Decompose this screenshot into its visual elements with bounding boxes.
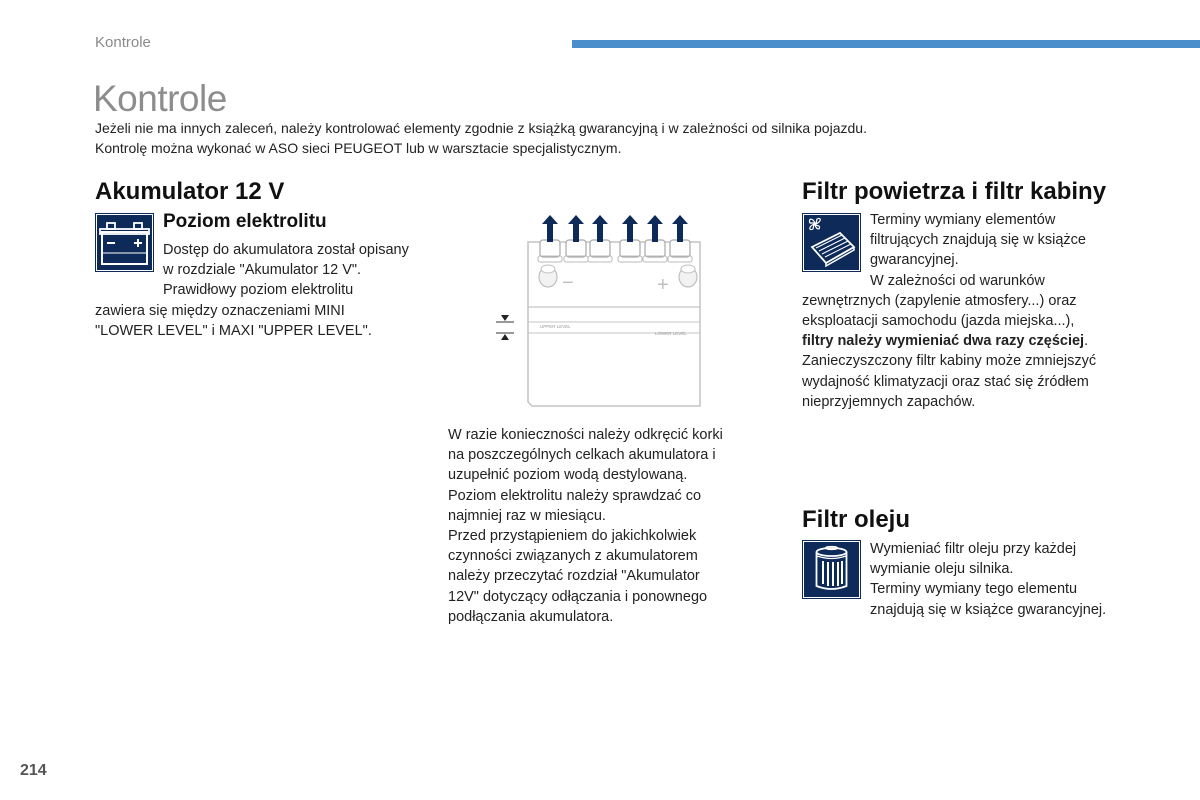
battery-heading: Akumulator 12 V (95, 178, 285, 205)
text-line: należy przeczytać rozdział "Akumulator (448, 568, 700, 585)
battery-text (95, 301, 372, 341)
text-line: "LOWER LEVEL" i MAXI "UPPER LEVEL". (95, 322, 372, 339)
text-line: W zależności od warunków (870, 272, 1045, 289)
text-line: gwarancyjnej. (870, 252, 959, 269)
text-line: filtrujących znajdują się w książce (870, 232, 1086, 249)
battery-icon (95, 213, 154, 272)
electrolyte-subheading: Poziom elektrolitu (163, 211, 327, 232)
header-accent-bar (572, 40, 1200, 48)
battery-level-illustration (490, 212, 720, 412)
text-line: Terminy wymiany elementów (870, 212, 1056, 228)
text-line: nieprzyjemnych zapachów. (802, 393, 976, 410)
battery-text-indented (163, 240, 409, 301)
text-line: Przed przystąpieniem do jakichkolwiek (448, 528, 697, 545)
text-line: zawiera się między oznaczeniami MINI (95, 302, 345, 319)
oil-filter-icon (802, 540, 861, 599)
air-filter-icon (802, 213, 861, 272)
text-line: uzupełnić poziom wodą destylowaną. (448, 467, 688, 484)
text-line: znajdują się w książce gwarancyjnej. (870, 601, 1107, 618)
emphasis-text: filtry należy wymieniać dwa razy częściej (802, 333, 1085, 350)
text-line: Prawidłowy poziom elektrolitu (163, 282, 354, 299)
text-line: eksploatacji samochodu (jazda miejska...), (802, 313, 1075, 329)
page-title: Kontrole (93, 78, 227, 119)
text-line: W razie konieczności należy odkręcić korki (448, 427, 723, 443)
battery-note (448, 425, 723, 627)
running-header: Kontrole (95, 34, 151, 51)
punctuation: . (1084, 333, 1089, 350)
lower-level-label: LOWER LEVEL (655, 331, 687, 336)
text-line: Terminy wymiany tego elementu (870, 581, 1078, 598)
text-line: podłączania akumulatora. (448, 608, 614, 625)
text-line: wymianie oleju silnika. (870, 561, 1014, 578)
oil-filter-text (870, 539, 1106, 620)
minus-sign: − (562, 272, 574, 294)
intro-paragraph (95, 118, 995, 158)
plus-sign: + (657, 274, 669, 296)
page-number: 214 (20, 762, 47, 779)
upper-level-label: UPPER LEVEL (540, 324, 571, 329)
text-line: Zanieczyszczony filtr kabiny może zmniejszyć (802, 353, 1097, 370)
text-line-bold (802, 331, 1096, 351)
text-line: najmniej raz w miesiącu. (448, 507, 606, 524)
text-line: Dostęp do akumulatora został opisany (163, 242, 409, 258)
text-line: wydajność klimatyzacji oraz stać się źródłem (802, 373, 1089, 390)
text-line: Wymieniać filtr oleju przy każdej (870, 541, 1077, 557)
air-filter-text-indented (870, 210, 1086, 291)
text-line: zewnętrznych (zapylenie atmosfery...) oraz (802, 292, 1077, 309)
text-line: na poszczególnych celkach akumulatora i (448, 447, 716, 464)
air-filter-heading: Filtr powietrza i filtr kabiny (802, 178, 1107, 205)
oil-filter-heading: Filtr oleju (802, 506, 910, 533)
intro-line: Kontrolę można wykonać w ASO sieci PEUGEOT lub w warsztacie specjalistycznym. (95, 140, 622, 156)
text-line: czynności związanych z akumulatorem (448, 548, 698, 565)
text-line: 12V" dotyczący odłączania i ponownego (448, 588, 708, 605)
text-line: Poziom elektrolitu należy sprawdzać co (448, 487, 702, 504)
text-line: w rozdziale "Akumulator 12 V". (163, 262, 362, 279)
air-filter-text (802, 291, 1096, 412)
intro-line: Jeżeli nie ma innych zaleceń, należy kontrolować elementy zgodnie z książką gwarancyjną i w zależności od silnika pojazdu. (95, 120, 867, 136)
